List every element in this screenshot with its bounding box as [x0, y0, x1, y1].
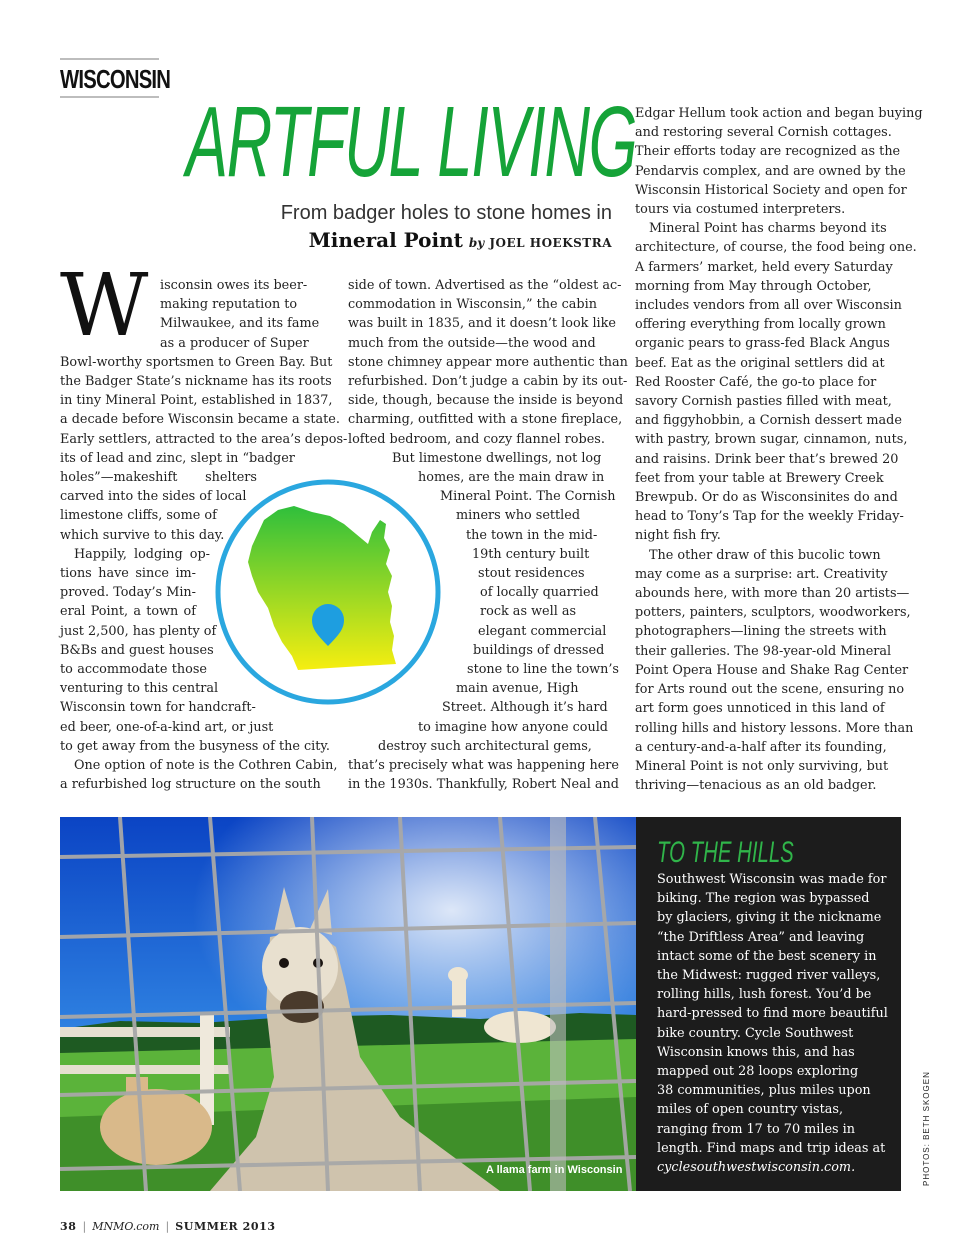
text-line: stout residences [478, 566, 585, 582]
sidebar-line: hard-pressed to find more beautiful [657, 1006, 888, 1022]
text-line: beef. Eat as the original settlers did at [635, 355, 885, 371]
text-line: its of lead and zinc, slept in “badger [60, 450, 295, 466]
text-line: a century-and-a-half after its founding, [635, 739, 887, 755]
text-line: Milwaukee, and its fame [160, 316, 320, 332]
drop-cap: W [60, 256, 149, 356]
text-line: Red Rooster Café, the go-to place for [635, 374, 877, 390]
article-subtitle: From badger holes to stone homes in [280, 202, 612, 224]
text-line: refurbished. Don’t judge a cabin by its out- [348, 374, 628, 390]
sidebar-line: Southwest Wisconsin was made for [657, 872, 887, 887]
text-line: destroy such architectural gems, [378, 738, 592, 754]
text-line: photographers—lining the streets with [635, 624, 887, 640]
text-line: homes, are the main draw in [418, 470, 605, 486]
sidebar-line: biking. The region was bypassed [657, 891, 870, 907]
page-number: 38 [60, 1220, 77, 1233]
text-line: the Badger State’s nickname has its roots [60, 374, 332, 390]
text-line: potters, painters, sculptors, woodworkers, [635, 605, 911, 621]
text-line: isconsin owes its beer- [160, 278, 308, 293]
text-line: miners who settled [456, 508, 581, 524]
text-line: main avenue, High [456, 681, 579, 697]
text-line: buildings of dressed [473, 642, 605, 658]
text-line: Wisconsin Historical Society and open for [635, 182, 907, 198]
text-line: limestone cliffs, some of [60, 508, 217, 524]
sidebar-line: miles of open country vistas, [657, 1102, 844, 1118]
text-line: Edgar Hellum took action and began buying [635, 106, 923, 121]
footer-separator: | [82, 1220, 87, 1233]
text-line: lofted bedroom, and cozy flannel robes. [348, 431, 605, 447]
footer-issue: SUMMER 2013 [175, 1220, 276, 1233]
text-line: organic pears to grass-fed Black Angus [635, 336, 890, 352]
text-line: and figgyhobbin, a Cornish dessert made [635, 413, 902, 429]
text-line: eral Point, a town of [60, 604, 196, 620]
text-line: venturing to this central [60, 681, 219, 697]
sidebar-line: mapped out 28 loops exploring [657, 1064, 859, 1080]
text-line: Mineral Point is not only surviving, but [635, 758, 889, 774]
byline-prefix: by [468, 236, 485, 250]
text-line: savory Cornish pasties filled with meat, [635, 394, 892, 410]
text-line: making reputation to [160, 297, 298, 313]
sidebar-line: the Midwest: rugged river valleys, [657, 968, 881, 984]
text-line: The other draw of this bucolic town [649, 547, 881, 563]
text-line: head to Tony’s Tap for the weekly Friday- [635, 509, 904, 525]
llama-image [60, 817, 636, 1191]
text-line: Mineral Point. The Cornish [440, 489, 616, 505]
page-footer [60, 1220, 276, 1233]
sidebar-text [657, 870, 888, 1177]
text-line: to imagine how anyone could [418, 719, 608, 735]
section-rule-bottom [60, 96, 159, 98]
text-line: morning from May through October, [635, 278, 872, 294]
text-line: in tiny Mineral Point, established in 1837, [60, 393, 333, 409]
byline-author: JOEL HOEKSTRA [489, 236, 612, 250]
text-line: Early settlers, attracted to the area’s depos- [60, 431, 348, 447]
text-line: and raisins. Drink beer that’s brewed 20 [635, 451, 899, 467]
wisconsin-map-icon [212, 476, 444, 708]
text-line: Street. Although it’s hard [442, 700, 608, 716]
text-line: offering everything from locally grown [635, 317, 886, 333]
sidebar-line: ranging from 17 to 70 miles in [657, 1121, 856, 1137]
text-line: Happily, lodging op- [74, 546, 210, 562]
text-line: a decade before Wisconsin became a state. [60, 412, 340, 428]
photo-credit: PHOTOS: BETH SKOGEN [922, 1071, 931, 1186]
text-line: side of town. Advertised as the “oldest ac- [348, 278, 622, 293]
text-line: feet from your table at Brewery Creek [635, 470, 884, 486]
text-line: proved. Today’s Min- [60, 585, 196, 601]
text-line: a refurbished log structure on the south [60, 777, 321, 793]
article-subtitle-place-byline [309, 228, 612, 252]
text-line: One option of note is the Cothren Cabin, [74, 758, 338, 774]
sidebar-line: Wisconsin knows this, and has [657, 1044, 855, 1060]
text-line: Brewpub. Or do as Wisconsinites do and [635, 490, 898, 506]
text-line: stone chimney appear more authentic than [348, 354, 628, 370]
text-line: much from the outside—the wood and [348, 335, 596, 351]
text-line: abounds here, with more than 20 artists— [635, 586, 910, 602]
sidebar-line: intact some of the best scenery in [657, 948, 877, 964]
text-line: stone to line the town’s [467, 662, 619, 678]
text-line: tions have since im- [60, 566, 196, 582]
sidebar-line: by glaciers, giving it the nickname [657, 910, 882, 926]
text-line: Mineral Point has charms beyond its [649, 221, 887, 237]
article-title: ARTFUL LIVING [186, 86, 637, 198]
sidebar-title: TO THE HILLS [657, 836, 794, 869]
text-line: rock as well as [480, 604, 577, 620]
text-line: and restoring several Cornish cottages. [635, 125, 892, 141]
section-label: WISCONSIN [60, 64, 171, 94]
footer-site[interactable]: MNMO.com [92, 1220, 160, 1233]
text-line: that’s precisely what was happening here [348, 758, 619, 774]
text-line: commodation in Wisconsin,” the cabin [348, 297, 597, 313]
text-line: architecture, of course, the food being one. [635, 240, 917, 256]
article-column-3 [635, 104, 923, 795]
text-line: night fish fry. [635, 528, 721, 544]
text-line: 19th century built [472, 546, 590, 562]
subtitle-place: Mineral Point [308, 228, 463, 252]
text-line: carved into the sides of local [60, 489, 247, 505]
text-line: the town in the mid- [466, 527, 598, 543]
footer-separator: | [165, 1220, 170, 1233]
text-line: Point Opera House and Shake Rag Center [635, 662, 909, 678]
sidebar-url[interactable]: cyclesouthwestwisconsin.com. [657, 1160, 856, 1176]
sidebar-line: bike country. Cycle Southwest [657, 1025, 854, 1041]
text-line: includes vendors from all over Wisconsin [635, 298, 902, 314]
text-line: which survive to this day. [60, 527, 225, 543]
text-line: A farmers’ market, held every Saturday [635, 259, 893, 275]
text-line: charming, outfitted with a stone fireplace, [348, 412, 623, 428]
text-line: of locally quarried [480, 585, 599, 601]
text-line: rolling hills and history lessons. More than [635, 720, 914, 736]
sidebar-line: rolling hills, lush forest. You’d be [657, 987, 872, 1003]
text-line: Wisconsin town for handcraft- [60, 700, 256, 716]
photo-caption: A llama farm in Wisconsin [486, 1164, 623, 1176]
text-line: with pastry, brown sugar, cinnamon, nuts, [635, 432, 908, 448]
text-line: may come as a surprise: art. Creativity [635, 566, 888, 582]
text-line: Bowl-worthy sportsmen to Green Bay. But [60, 354, 333, 370]
sidebar-line: length. Find maps and trip ideas at [657, 1140, 886, 1156]
text-line: Their efforts today are recognized as the [635, 144, 901, 160]
text-line: side, though, because the inside is beyond [348, 393, 624, 409]
text-line: was built in 1835, and it doesn’t look like [348, 316, 616, 332]
text-line: thriving—tenacious as an old badger. [635, 778, 877, 794]
text-line: for Arts round out the scene, ensuring no [635, 682, 905, 698]
text-line: tours via costumed interpreters. [635, 202, 846, 218]
llama-photo [60, 817, 636, 1191]
section-rule-top [60, 58, 159, 60]
text-line: to accommodate those [60, 662, 207, 678]
text-line: holes”—makeshift shelters [60, 470, 257, 486]
sidebar-line: “the Driftless Area” and leaving [657, 929, 865, 945]
text-line: to get away from the busyness of the city. [60, 738, 330, 754]
text-line: as a producer of Super [160, 335, 309, 351]
text-line: just 2,500, has plenty of [60, 623, 217, 639]
text-line: art form goes unnoticed in this land of [635, 701, 885, 717]
text-line: B&Bs and guest houses [60, 642, 214, 658]
text-line: elegant commercial [478, 623, 607, 639]
text-line: their galleries. The 98-year-old Mineral [635, 643, 892, 659]
text-line: ed beer, one-of-a-kind art, or just [60, 719, 274, 735]
text-line: Pendarvis complex, and are owned by the [635, 163, 906, 179]
sidebar-line: 38 communities, plus miles upon [657, 1083, 871, 1099]
text-line: in the 1930s. Thankfully, Robert Neal and [348, 777, 619, 793]
text-line: But limestone dwellings, not log [392, 450, 602, 466]
